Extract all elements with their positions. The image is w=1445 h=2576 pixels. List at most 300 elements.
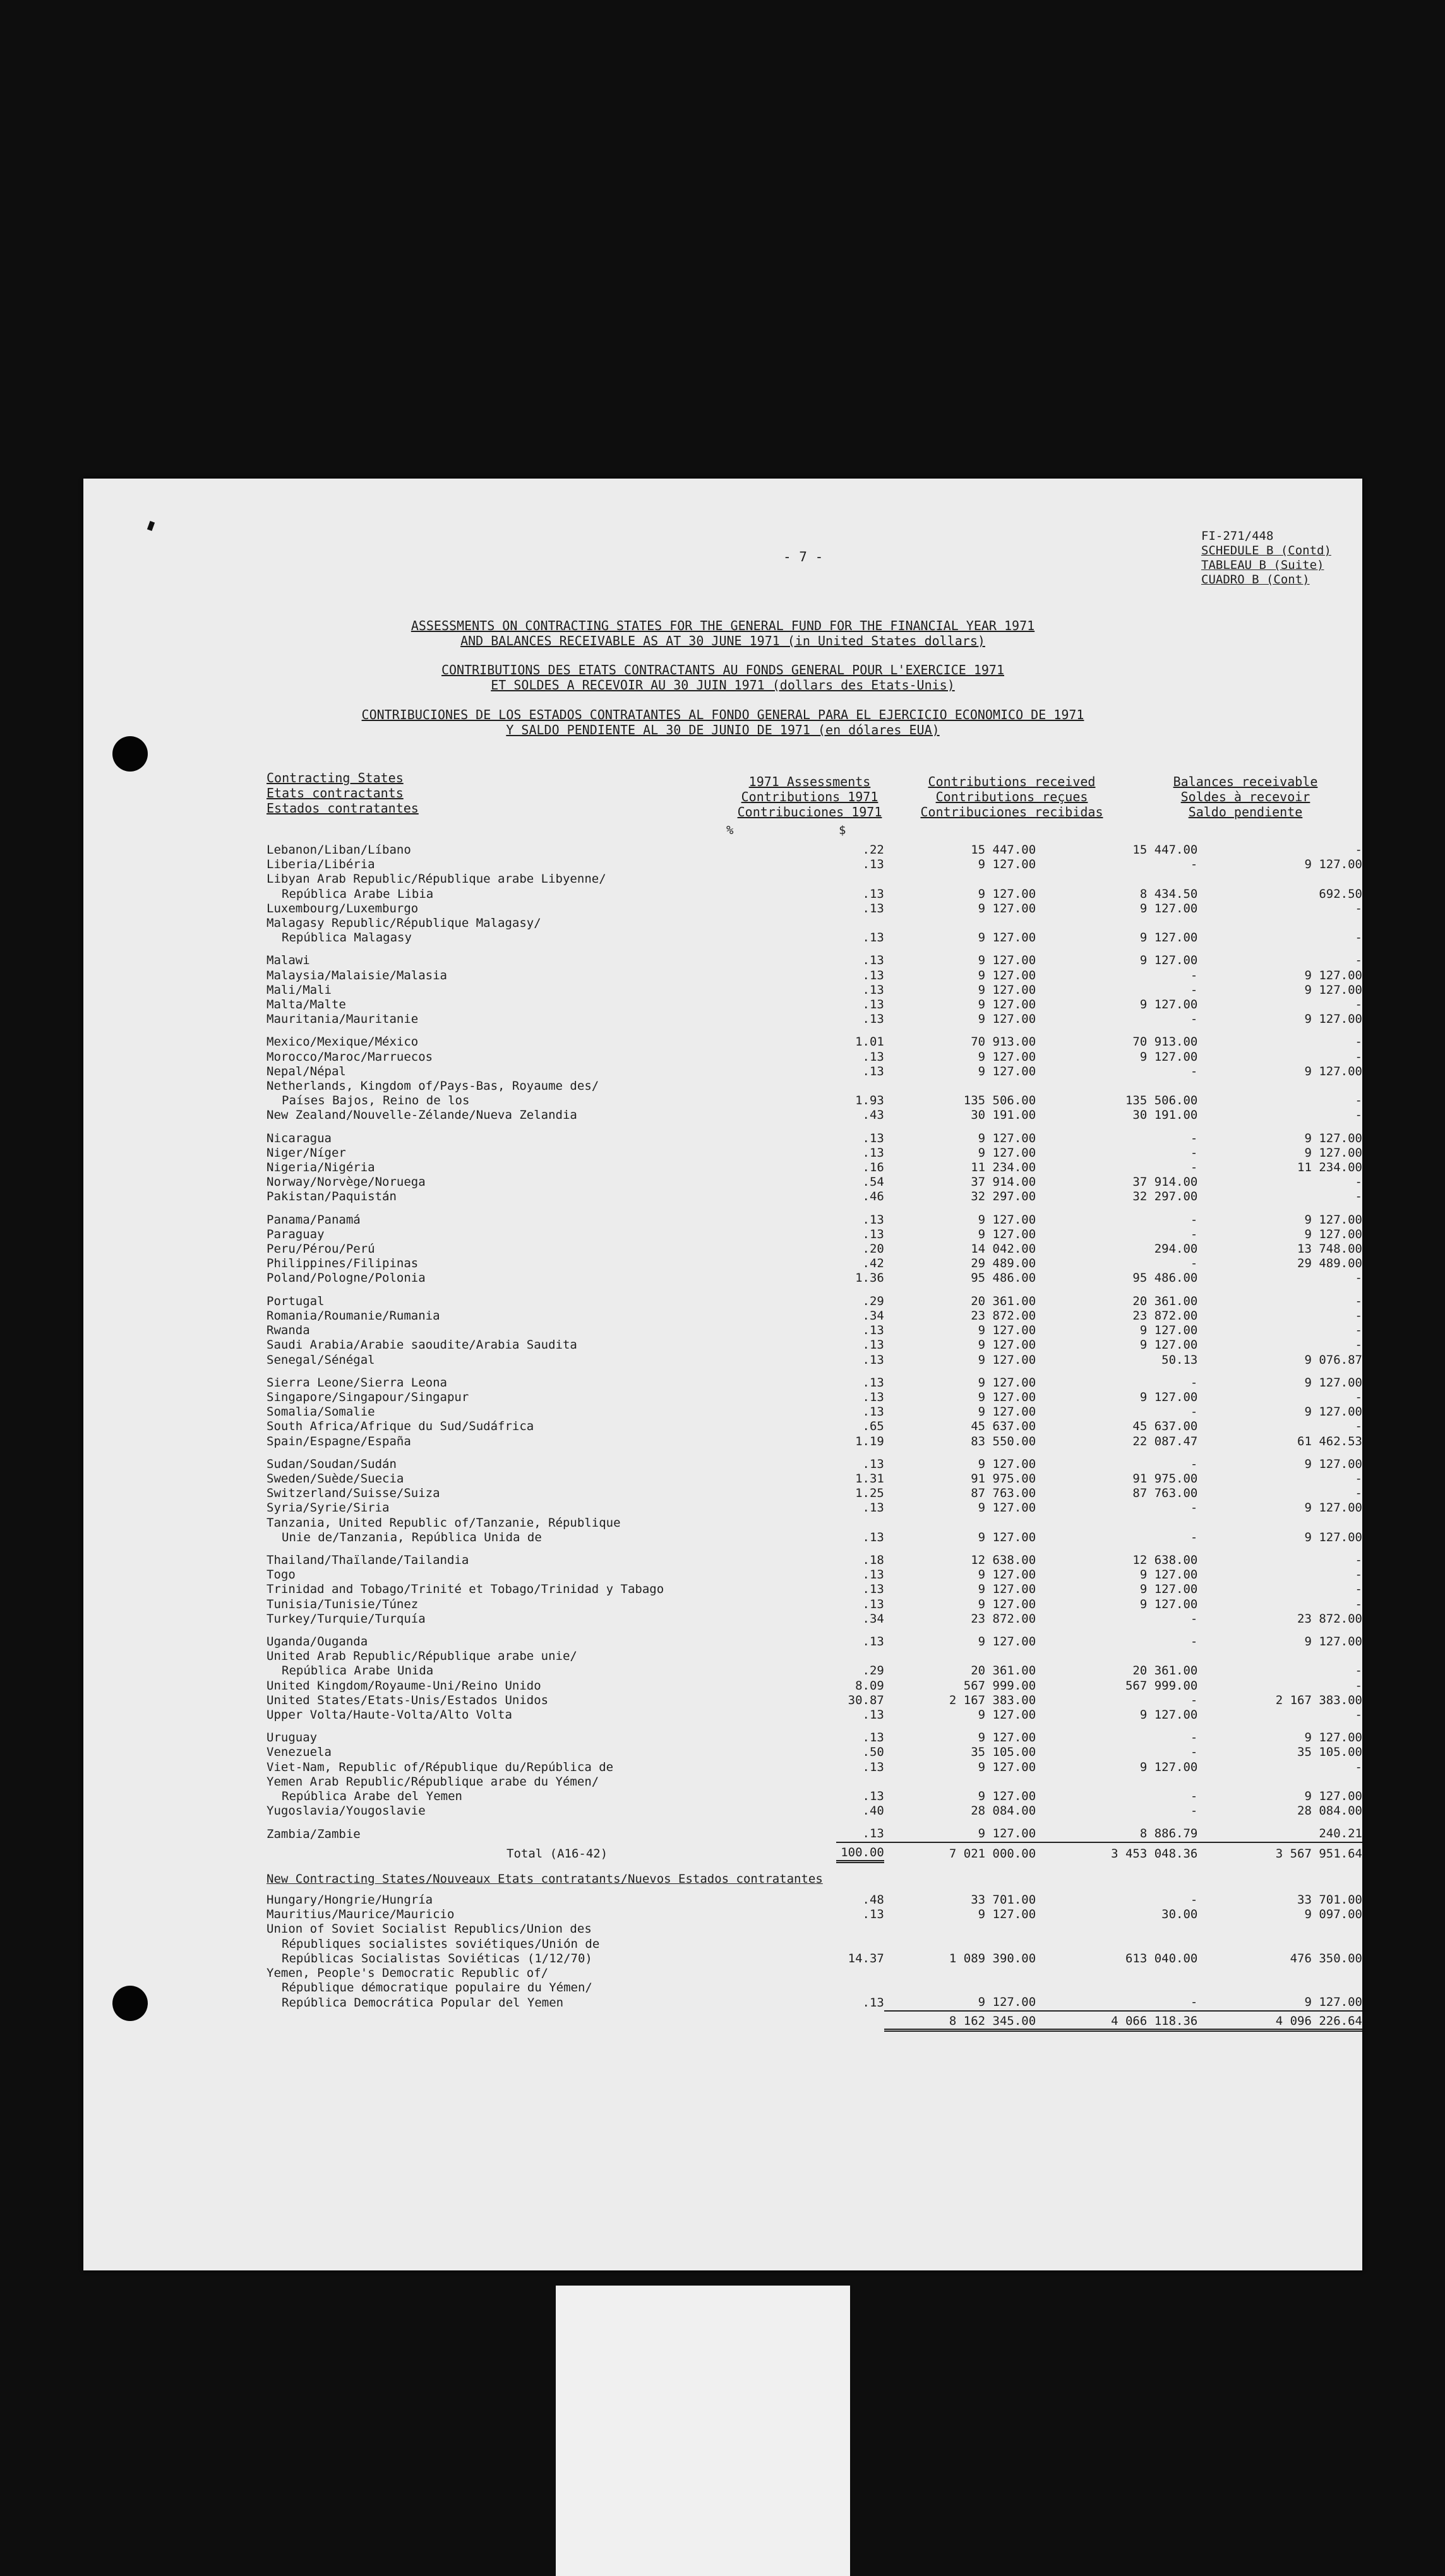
state-name: Upper Volta/Haute-Volta/Alto Volta	[267, 1707, 512, 1722]
state-name: Thailand/Thaïlande/Tailandia	[267, 1553, 469, 1567]
balance-receivable: -	[1355, 1597, 1362, 1611]
balance-receivable: 9 127.00	[1304, 982, 1362, 997]
assessment-amount	[884, 1966, 1036, 1981]
table-row	[267, 1731, 1362, 1745]
assessment-amount: 20 361.00	[971, 1294, 1036, 1308]
assessment-amount: 9 127.00	[978, 1375, 1036, 1390]
table-row	[267, 1160, 1362, 1175]
assessment-amount: 9 127.00	[978, 1501, 1036, 1515]
table-row	[267, 1553, 1362, 1568]
assessment-amount	[884, 1775, 1036, 1789]
contribution-received: -	[1190, 1893, 1198, 1907]
binder-hole	[112, 1986, 148, 2021]
state-name: Netherlands, Kingdom of/Pays-Bas, Royaume des/	[267, 1079, 599, 1094]
table-row	[267, 1256, 1362, 1271]
balance-receivable: 9 127.00	[1304, 1530, 1362, 1544]
state-name: Malawi	[267, 953, 310, 968]
state-name: Uruguay	[267, 1731, 318, 1745]
assessment-percent: .13	[862, 1064, 884, 1078]
balance-receivable: -	[1355, 1035, 1362, 1049]
balance-receivable: 13 748.00	[1297, 1242, 1362, 1256]
row-spacer	[267, 1722, 1362, 1731]
state-name: Hungary/Hongrie/Hungría	[267, 1893, 433, 1907]
contribution-received: 9 127.00	[1139, 1049, 1198, 1064]
state-name: Peru/Pérou/Perú	[267, 1242, 375, 1256]
table-row	[267, 1050, 1362, 1064]
contribution-received	[1036, 1937, 1197, 1952]
contribution-received: 9 127.00	[1139, 1338, 1198, 1352]
balance-receivable: 9 127.00	[1304, 1145, 1362, 1160]
state-name: South Africa/Afrique du Sud/Sudáfrica	[267, 1419, 534, 1434]
table-row	[267, 1376, 1362, 1390]
assessment-percent: .13	[862, 1597, 884, 1611]
grand-total-assessments: 8 162 345.00	[884, 2011, 1036, 2030]
assessment-percent: .13	[862, 998, 884, 1012]
state-name: Portugal	[267, 1294, 325, 1308]
state-name: Morocco/Maroc/Marruecos	[267, 1049, 433, 1064]
assessment-percent: .20	[862, 1242, 884, 1256]
assessment-amount	[884, 1079, 1036, 1094]
assessment-amount	[884, 1649, 1036, 1664]
state-name: Trinidad and Tobago/Trinité et Tobago/Trinidad y Tabago	[267, 1582, 664, 1597]
contribution-received: -	[1190, 1131, 1198, 1145]
table-row	[267, 1760, 1362, 1775]
assessment-amount: 32 297.00	[971, 1190, 1036, 1204]
assessment-percent: .13	[862, 1212, 884, 1227]
grand-total-spacer	[267, 2011, 836, 2030]
balance-receivable: 61 462.53	[1297, 1434, 1362, 1448]
column-header-balances: Balances receivable Soldes à recevoir Saldo pendiente	[1173, 774, 1318, 820]
assessment-percent: .13	[862, 1012, 884, 1027]
contribution-received: 20 361.00	[1132, 1294, 1198, 1308]
state-name: Norway/Norvège/Noruega	[267, 1175, 426, 1190]
assessment-amount: 14 042.00	[971, 1242, 1036, 1256]
title-french: CONTRIBUTIONS DES ETATS CONTRACTANTS AU FONDS GENERAL POUR L'EXERCICE 1971 ET SOLDES A RECEVOIR AU 30 JUIN 1971 (dollars des Etats-Unis)	[441, 662, 1005, 693]
contribution-received: 8 434.50	[1139, 886, 1198, 901]
table-row	[267, 1227, 1362, 1242]
state-name: Togo	[267, 1568, 296, 1582]
balance-receivable: -	[1355, 1664, 1362, 1678]
contribution-received: -	[1190, 1745, 1198, 1760]
assessment-percent: .13	[862, 1131, 884, 1145]
contribution-received: -	[1190, 1064, 1198, 1078]
assessment-amount: 9 127.00	[978, 1338, 1036, 1352]
balance-receivable: 9 127.00	[1197, 1995, 1362, 2010]
title-english: ASSESSMENTS ON CONTRACTING STATES FOR THE GENERAL FUND FOR THE FINANCIAL YEAR 1971 AND BALANCES RECEIVABLE AS AT 30 JUNE 1971 (in United States dollars)	[411, 618, 1035, 648]
contribution-received: -	[1190, 1375, 1198, 1390]
contribution-received: -	[1036, 1995, 1197, 2010]
assessment-amount: 9 127.00	[978, 1145, 1036, 1160]
balance-receivable: 9 127.00	[1304, 1731, 1362, 1745]
balance-receivable: 692.50	[1319, 886, 1362, 901]
assessment-percent: .13	[862, 1568, 884, 1582]
balance-receivable: 9 127.00	[1304, 1634, 1362, 1649]
assessment-percent: .43	[862, 1108, 884, 1123]
table-row	[267, 1472, 1362, 1486]
assessment-amount: 9 127.00	[978, 1760, 1036, 1774]
assessment-amount: 9 127.00	[978, 998, 1036, 1012]
assessment-amount: 9 127.00	[884, 1827, 1036, 1842]
balance-receivable	[1197, 1079, 1362, 1094]
balance-receivable: 9 097.00	[1304, 1907, 1362, 1922]
assessment-amount: 9 127.00	[978, 953, 1036, 968]
state-name: Sweden/Suède/Suecia	[267, 1471, 404, 1486]
assessment-amount: 70 913.00	[971, 1035, 1036, 1049]
assessment-amount	[884, 1937, 1036, 1952]
assessment-amount: 1 089 390.00	[949, 1951, 1036, 1965]
assessment-amount: 9 127.00	[978, 901, 1036, 915]
contribution-received: -	[1190, 857, 1198, 872]
spacer-cell	[267, 1626, 836, 1635]
table-row	[267, 1079, 1362, 1094]
total-percent: 100.00	[836, 1842, 884, 1862]
contribution-received: -	[1190, 1501, 1198, 1515]
contribution-received: 87 763.00	[1132, 1486, 1198, 1501]
assessment-percent: .54	[862, 1175, 884, 1190]
section-heading-row	[267, 1861, 1362, 1893]
state-name: Union of Soviet Socialist Republics/Union des	[267, 1922, 592, 1936]
state-name: United States/Etats-Unis/Estados Unidos	[267, 1693, 549, 1707]
assessment-amount: 30 191.00	[971, 1108, 1036, 1123]
contribution-received: -	[1190, 1634, 1198, 1649]
assessment-percent: .13	[862, 1390, 884, 1404]
balance-receivable: -	[1355, 1049, 1362, 1064]
row-spacer	[267, 1368, 1362, 1376]
state-name: United Kingdom/Royaume-Uni/Reino Unido	[267, 1678, 541, 1693]
assessment-percent	[836, 1922, 884, 1936]
assessment-percent: .13	[862, 1789, 884, 1803]
contribution-received	[1036, 1079, 1197, 1094]
balance-receivable	[1197, 1649, 1362, 1664]
state-name: Nepal/Népal	[267, 1064, 346, 1078]
table-row	[267, 1789, 1362, 1804]
assessment-percent: 8.09	[855, 1678, 884, 1693]
table-row	[267, 1213, 1362, 1227]
assessment-percent: .22	[862, 843, 884, 857]
table-row	[267, 1745, 1362, 1760]
contribution-received: 70 913.00	[1132, 1035, 1198, 1049]
contribution-received: 30.00	[1161, 1907, 1198, 1922]
table-row	[267, 1597, 1362, 1612]
table-row	[267, 1323, 1362, 1338]
assessment-amount: 9 127.00	[978, 1352, 1036, 1367]
state-name: Niger/Níger	[267, 1145, 346, 1160]
contribution-received: -	[1190, 1160, 1198, 1175]
assessment-percent: .46	[862, 1190, 884, 1204]
document-page	[83, 479, 1362, 2270]
balance-receivable: 9 127.00	[1304, 1789, 1362, 1803]
balance-receivable: -	[1355, 1390, 1362, 1404]
balance-receivable: 9 127.00	[1304, 1405, 1362, 1419]
balance-receivable: 9 127.00	[1304, 1375, 1362, 1390]
assessment-amount	[884, 916, 1036, 931]
contribution-received: 20 361.00	[1132, 1664, 1198, 1678]
balance-receivable: -	[1355, 1175, 1362, 1190]
contribution-received: -	[1190, 1457, 1198, 1471]
balance-receivable	[1197, 1966, 1362, 1981]
table-row	[267, 1405, 1362, 1419]
row-spacer	[267, 1027, 1362, 1035]
assessment-percent: .13	[862, 1582, 884, 1597]
state-name: New Zealand/Nouvelle-Zélande/Nueva Zelandia	[267, 1108, 577, 1123]
table-row	[267, 1146, 1362, 1160]
table-row	[267, 1530, 1362, 1545]
unit-dollars: $	[839, 823, 846, 837]
unit-percent: %	[726, 823, 734, 837]
balance-receivable: 9 127.00	[1304, 1012, 1362, 1027]
balance-receivable: 9 127.00	[1304, 1131, 1362, 1145]
state-name: Uganda/Ouganda	[267, 1634, 368, 1649]
assessment-percent: 30.87	[848, 1693, 884, 1707]
row-spacer	[267, 1286, 1362, 1294]
row-spacer	[267, 1449, 1362, 1457]
state-name: República Malagasy	[282, 931, 412, 945]
balance-receivable: 9 127.00	[1304, 1457, 1362, 1471]
balance-receivable: 9 127.00	[1304, 1064, 1362, 1078]
state-name: Repúblicas Socialistas Soviéticas (1/12/70)	[282, 1951, 592, 1965]
assessment-amount: 11 234.00	[971, 1160, 1036, 1175]
assessment-percent: .13	[862, 1145, 884, 1160]
balance-receivable: -	[1355, 1338, 1362, 1352]
balance-receivable	[1197, 1775, 1362, 1789]
state-name: Panama/Panamá	[267, 1212, 361, 1227]
balance-receivable: 9 076.87	[1304, 1352, 1362, 1367]
assessment-percent	[836, 872, 884, 886]
assessment-amount: 12 638.00	[971, 1553, 1036, 1567]
contribution-received: 9 127.00	[1139, 931, 1198, 945]
contribution-received	[1036, 1775, 1197, 1789]
contribution-received: 9 127.00	[1139, 1707, 1198, 1722]
table-row	[267, 1434, 1362, 1449]
contribution-received: 8 886.79	[1036, 1827, 1197, 1842]
total-label: Total (A16-42)	[507, 1847, 608, 1861]
balance-receivable: 9 127.00	[1304, 857, 1362, 872]
balance-receivable: 29 489.00	[1297, 1256, 1362, 1271]
state-name: Tunisia/Tunisie/Túnez	[267, 1597, 419, 1611]
assessment-percent: .13	[862, 1323, 884, 1338]
table-row	[267, 1486, 1362, 1501]
assessment-percent: .34	[862, 1308, 884, 1323]
table-row	[267, 1064, 1362, 1079]
contribution-received: -	[1190, 1145, 1198, 1160]
assessment-amount: 87 763.00	[971, 1486, 1036, 1501]
balance-receivable: -	[1355, 953, 1362, 968]
state-name: Turkey/Turquie/Turquía	[267, 1611, 426, 1626]
assessment-amount: 9 127.00	[978, 931, 1036, 945]
state-name: Pakistan/Paquistán	[267, 1190, 397, 1204]
contribution-received: 95 486.00	[1132, 1271, 1198, 1285]
assessment-percent: .18	[862, 1553, 884, 1567]
column-header-assessments: 1971 Assessments Contributions 1971 Contribuciones 1971	[737, 774, 882, 820]
table-row	[267, 857, 1362, 872]
state-name: Mexico/Mexique/México	[267, 1035, 419, 1049]
assessment-percent: .13	[862, 982, 884, 997]
assessment-amount: 9 127.00	[978, 1634, 1036, 1649]
balance-receivable	[1197, 1981, 1362, 1995]
column-header-received: Contributions received Contributions reçues Contribuciones recibidas	[920, 774, 1103, 820]
spacer-cell	[267, 1545, 836, 1553]
balance-receivable: 476 350.00	[1290, 1951, 1362, 1965]
total-balances: 3 567 951.64	[1275, 1847, 1362, 1861]
table-row	[267, 1094, 1362, 1108]
assessment-percent: .13	[862, 1996, 884, 2010]
state-name: Syria/Syrie/Siria	[267, 1501, 390, 1515]
state-name: Libyan Arab Republic/République arabe Libyenne/	[267, 872, 606, 886]
contribution-received	[1036, 1922, 1197, 1936]
column-header-states: Contracting States Etats contractants Estados contratantes	[267, 770, 419, 816]
contribution-received: 9 127.00	[1139, 1568, 1198, 1582]
spacer-cell	[267, 1123, 836, 1131]
contribution-received	[1036, 1649, 1197, 1664]
balance-receivable: 9 127.00	[1304, 1212, 1362, 1227]
contribution-received: 135 506.00	[1125, 1094, 1198, 1108]
grand-total-pct	[836, 2011, 884, 2030]
contribution-received: 9 127.00	[1139, 998, 1198, 1012]
assessment-amount	[884, 1981, 1036, 1995]
assessment-amount	[884, 872, 1036, 886]
total-assessments: 7 021 000.00	[949, 1847, 1036, 1861]
contribution-received: 30 191.00	[1132, 1108, 1198, 1123]
assessment-percent: .13	[862, 1760, 884, 1774]
assessment-percent	[836, 1937, 884, 1952]
state-name: Mauritania/Mauritanie	[267, 1012, 419, 1027]
assessment-amount: 29 489.00	[971, 1256, 1036, 1271]
row-spacer	[267, 1626, 1362, 1635]
contribution-received: -	[1190, 1731, 1198, 1745]
balance-receivable: 9 127.00	[1304, 968, 1362, 982]
assessment-amount: 23 872.00	[971, 1308, 1036, 1323]
contribution-received: 567 999.00	[1125, 1678, 1198, 1693]
balance-receivable: -	[1355, 1094, 1362, 1108]
balance-receivable: 33 701.00	[1297, 1893, 1362, 1907]
assessment-amount: 28 084.00	[971, 1804, 1036, 1818]
assessment-percent	[836, 1649, 884, 1664]
assessment-amount	[884, 1922, 1036, 1936]
assessment-percent: .13	[862, 901, 884, 915]
assessment-amount: 35 105.00	[971, 1745, 1036, 1760]
assessment-percent: .13	[862, 931, 884, 945]
table-row	[267, 1516, 1362, 1530]
assessment-amount: 20 361.00	[971, 1664, 1036, 1678]
state-name: Venezuela	[267, 1745, 332, 1760]
spacer-cell	[267, 1722, 836, 1731]
table-row	[267, 843, 1362, 857]
state-name: Mali/Mali	[267, 982, 332, 997]
assessment-percent: .13	[836, 1827, 884, 1842]
state-name: Viet-Nam, Republic of/République du/República de	[267, 1760, 614, 1774]
table-row	[267, 1568, 1362, 1582]
contribution-received: -	[1190, 1012, 1198, 1027]
assessment-percent: .13	[862, 1375, 884, 1390]
table-row	[267, 1775, 1362, 1789]
state-name: Saudi Arabia/Arabie saoudite/Arabia Saudita	[267, 1338, 577, 1352]
contribution-received: 91 975.00	[1132, 1471, 1198, 1486]
assessment-amount: 567 999.00	[963, 1678, 1036, 1693]
assessment-amount: 9 127.00	[978, 968, 1036, 982]
grand-total-received: 4 066 118.36	[1036, 2011, 1197, 2030]
balance-receivable: -	[1355, 1271, 1362, 1285]
assessment-percent: .13	[862, 1707, 884, 1722]
row-spacer	[267, 1205, 1362, 1213]
table-row	[267, 1309, 1362, 1323]
state-name: Malaysia/Malaisie/Malasia	[267, 968, 447, 982]
assessment-amount: 9 127.00	[978, 1907, 1036, 1922]
assessment-amount: 9 127.00	[978, 982, 1036, 997]
balance-receivable: 240.21	[1197, 1827, 1362, 1842]
state-name: Lebanon/Liban/Líbano	[267, 843, 411, 857]
spacer-cell	[267, 1027, 836, 1035]
balance-receivable: -	[1355, 1678, 1362, 1693]
assessment-percent: .40	[862, 1804, 884, 1818]
balance-receivable	[1197, 1937, 1362, 1952]
state-name: República Democrática Popular del Yemen	[282, 1996, 564, 2010]
table-row	[267, 916, 1362, 931]
balance-receivable: -	[1355, 1471, 1362, 1486]
total-received: 3 453 048.36	[1111, 1847, 1198, 1861]
assessment-percent: 1.19	[855, 1434, 884, 1448]
table-row	[267, 1242, 1362, 1256]
contribution-received: 9 127.00	[1139, 1597, 1198, 1611]
state-name: Zambia/Zambie	[267, 1827, 361, 1842]
table-row	[267, 1981, 1362, 1995]
assessment-percent: .13	[862, 1457, 884, 1471]
contribution-received: 23 872.00	[1132, 1308, 1198, 1323]
balance-receivable: -	[1355, 998, 1362, 1012]
assessment-amount: 9 127.00	[978, 1390, 1036, 1404]
state-name: Sierra Leone/Sierra Leona	[267, 1375, 447, 1390]
assessment-percent: .13	[862, 1907, 884, 1922]
assessment-percent: .13	[862, 1227, 884, 1241]
balance-receivable	[1197, 1922, 1362, 1936]
state-name: República Arabe del Yemen	[282, 1789, 462, 1803]
state-name: Rwanda	[267, 1323, 310, 1338]
table-row	[267, 1419, 1362, 1434]
contribution-received	[1036, 1516, 1197, 1530]
assessment-percent	[836, 916, 884, 931]
table-row	[267, 887, 1362, 902]
table-row	[267, 953, 1362, 968]
assessment-percent: .13	[862, 1634, 884, 1649]
grand-total-row	[267, 2011, 1362, 2030]
ink-mark	[147, 521, 155, 531]
contribution-received	[1036, 916, 1197, 931]
balance-receivable: -	[1355, 1486, 1362, 1501]
assessment-amount: 33 701.00	[971, 1893, 1036, 1907]
contribution-received: -	[1190, 1256, 1198, 1271]
assessment-percent	[836, 1516, 884, 1530]
assessment-percent: .16	[862, 1160, 884, 1175]
assessment-percent: .13	[862, 953, 884, 968]
contribution-received: 9 127.00	[1139, 1760, 1198, 1774]
contribution-received: -	[1190, 968, 1198, 982]
assessment-percent: 14.37	[848, 1951, 884, 1965]
assessment-amount: 95 486.00	[971, 1271, 1036, 1285]
balance-receivable: 11 234.00	[1297, 1160, 1362, 1175]
contribution-received: 37 914.00	[1132, 1175, 1198, 1190]
balance-receivable: -	[1355, 1553, 1362, 1567]
spacer-cell	[267, 1205, 836, 1213]
assessment-percent: .65	[862, 1419, 884, 1434]
table-row	[267, 1457, 1362, 1472]
table-row	[267, 1966, 1362, 1981]
contribution-received: 32 297.00	[1132, 1190, 1198, 1204]
state-name: Poland/Pologne/Polonia	[267, 1271, 426, 1285]
table-row	[267, 1804, 1362, 1818]
assessment-amount: 9 127.00	[978, 1405, 1036, 1419]
table-row	[267, 1175, 1362, 1190]
assessment-percent	[836, 1775, 884, 1789]
assessments-table	[267, 843, 1362, 2032]
